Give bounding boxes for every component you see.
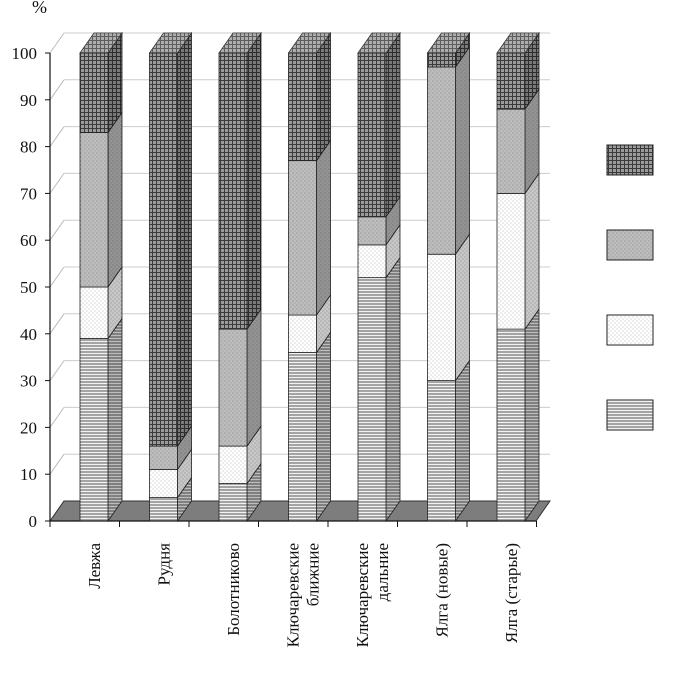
x-category-label-line: ближние [303, 543, 323, 607]
bar-side-shade [108, 113, 122, 287]
bar-segment [219, 484, 247, 521]
gridline-side [50, 127, 64, 147]
legend [607, 145, 653, 430]
bar-segment [80, 53, 108, 133]
y-tick-label: 40 [20, 324, 37, 344]
bar-segment [80, 133, 108, 287]
bar-side-shade [317, 33, 331, 161]
gridline-side [50, 454, 64, 474]
bar-segment [497, 109, 525, 193]
bar-side-shade [456, 234, 470, 380]
bar-segment [289, 161, 317, 315]
gridline-side [50, 407, 64, 427]
x-category-label [502, 543, 521, 643]
bar-side-shade [456, 47, 470, 254]
bar-segment [150, 498, 178, 521]
bar-segment [150, 446, 178, 469]
bar-segment [358, 278, 386, 521]
bar-segment [150, 470, 178, 498]
gridline-side [50, 33, 64, 53]
y-tick-label: 20 [20, 418, 37, 438]
gridline-side [50, 314, 64, 334]
legend-swatch [607, 230, 653, 260]
bar-segment [289, 53, 317, 161]
y-tick-label: 10 [20, 465, 37, 485]
gridline-side [50, 361, 64, 381]
bar-segment [428, 254, 456, 380]
y-unit-label: % [32, 0, 47, 17]
bar-segment [80, 338, 108, 521]
x-category-label-line: Рудня [154, 543, 174, 586]
legend-swatch [607, 145, 653, 175]
gridline-side [50, 173, 64, 193]
x-category-label [85, 543, 104, 589]
legend-swatch [607, 400, 653, 430]
bar-side-shade [317, 141, 331, 315]
bar-segment [428, 381, 456, 521]
bar-segment [358, 217, 386, 245]
gridline-side [50, 267, 64, 287]
bar-segment [289, 353, 317, 521]
y-tick-label: 50 [20, 278, 37, 297]
bar-segment [497, 329, 525, 521]
bar-segment [497, 53, 525, 109]
x-category-label-line: Левжа [85, 543, 104, 589]
y-tick-label: 90 [20, 90, 37, 110]
x-category-label-line: дальние [373, 543, 392, 602]
bar-side-shade [247, 309, 261, 446]
x-category-label-line: Болотниково [224, 543, 243, 636]
x-category-label [353, 543, 392, 647]
bars [80, 33, 539, 521]
x-category-label [284, 543, 323, 647]
bar-segment [150, 53, 178, 446]
y-tick-label: 80 [20, 137, 37, 157]
x-category-label [155, 543, 174, 586]
y-tick-label: 100 [11, 44, 37, 63]
x-category-label [433, 543, 452, 638]
bar-side-shade [247, 33, 261, 329]
bar-side-shade [525, 309, 539, 521]
bar-segment [80, 287, 108, 338]
bar-segment [219, 446, 247, 483]
bar-side-shade [178, 33, 192, 446]
x-category-label [224, 543, 243, 636]
x-category-label-line: Ялга (новые) [432, 543, 452, 638]
bar-segment [219, 329, 247, 446]
y-tick-label: 30 [20, 371, 37, 391]
y-tick-label: 60 [20, 231, 37, 251]
gridline-side [50, 80, 64, 100]
x-category-label-line: Ключаревские [353, 543, 372, 648]
bar-side-shade [317, 333, 331, 521]
x-category-label-line: Ключаревские [283, 543, 303, 648]
gridline-side [50, 220, 64, 240]
x-category-label-line: Ялга (старые) [502, 543, 521, 644]
bar-segment [219, 53, 247, 329]
bar-side-shade [108, 318, 122, 521]
bar-segment [428, 67, 456, 254]
bar-segment [289, 315, 317, 352]
bar-segment [428, 53, 456, 67]
bar-segment [358, 245, 386, 278]
bar-side-shade [456, 361, 470, 521]
bar-side-shade [386, 258, 400, 521]
y-tick-label: 70 [20, 184, 37, 204]
bar-side-shade [386, 33, 400, 217]
y-tick-label: 0 [28, 512, 37, 531]
bar-side-shade [525, 173, 539, 329]
legend-swatch [607, 315, 653, 345]
bar-segment [497, 193, 525, 329]
bar-segment [358, 53, 386, 217]
